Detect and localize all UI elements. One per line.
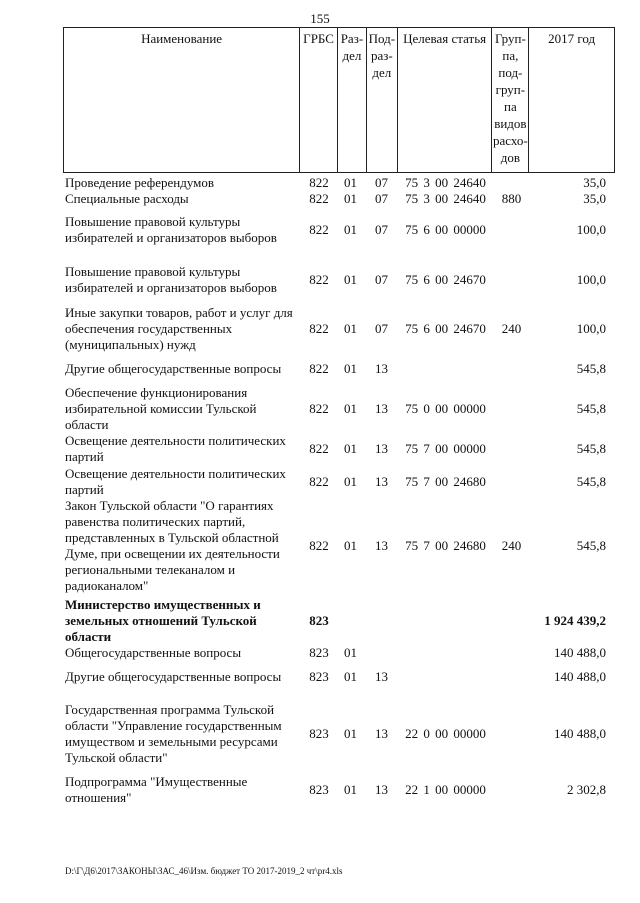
row-name: Иные закупки товаров, работ и услуг для обеспечения государственных (муниципальных) нужд	[65, 305, 293, 352]
row-razdel: 01	[344, 321, 357, 336]
row-grbs: 823	[309, 726, 329, 741]
row-sum: 545,8	[576, 538, 606, 553]
row-razdel: 01	[344, 645, 357, 660]
row-grbs: 822	[309, 441, 329, 456]
row-razdel: 01	[344, 669, 357, 684]
row-razdel: 01	[344, 538, 357, 553]
row-target-article: 75 7 00 24680	[405, 474, 486, 489]
row-sum: 100,0	[576, 222, 606, 237]
row-target-article: 75 6 00 24670	[405, 321, 486, 336]
row-podrazdel: 07	[375, 272, 388, 287]
row-podrazdel: 13	[375, 361, 388, 376]
row-podrazdel: 13	[375, 782, 388, 797]
row-target-article: 75 3 00 24640	[405, 175, 486, 190]
row-podrazdel: 13	[375, 669, 388, 684]
row-name: Закон Тульской области "О гарантиях равенства политических партий, представленных в Тульской областной Думе, при освещении их деятельности региональными телеканалом и радиоканалом"	[65, 498, 280, 593]
row-name: Подпрограмма "Имущественные отношения"	[65, 774, 248, 805]
row-sum: 545,8	[576, 401, 606, 416]
header-year-2017: 2017 год	[548, 31, 596, 46]
row-name: Освещение деятельности политических партий	[65, 433, 286, 464]
row-razdel: 01	[344, 441, 357, 456]
row-name: Повышение правовой культуры избирателей и организаторов выборов	[65, 264, 277, 295]
row-sum: 100,0	[576, 272, 606, 287]
row-expense-group: 240	[501, 321, 522, 336]
row-target-article: 75 7 00 00000	[405, 441, 486, 456]
row-grbs: 823	[309, 782, 329, 797]
row-target-article: 22 0 00 00000	[405, 726, 486, 741]
row-name: Обеспечение функционирования избирательной комиссии Тульской области	[65, 385, 257, 432]
row-target-article: 22 1 00 00000	[405, 782, 486, 797]
row-name: Специальные расходы	[65, 191, 189, 206]
row-grbs: 822	[309, 222, 329, 237]
row-name: Освещение деятельности политических партий	[65, 466, 286, 497]
footer-file-path: D:\Г\Д6\2017\ЗАКОНЫ\ЗАС_46\Изм. бюджет ТО 2017-2019_2 чт\pr4.xls	[65, 866, 343, 876]
row-podrazdel: 13	[375, 401, 388, 416]
row-sum: 140 488,0	[554, 726, 606, 741]
row-podrazdel: 07	[375, 191, 388, 206]
row-podrazdel: 07	[375, 222, 388, 237]
header-razdel: Раз- дел	[338, 28, 367, 172]
row-grbs: 822	[309, 401, 329, 416]
row-razdel: 01	[344, 361, 357, 376]
header-name: Наименование	[64, 28, 300, 172]
header-grbs: ГРБС	[300, 28, 338, 172]
row-razdel: 01	[344, 782, 357, 797]
row-target-article: 75 7 00 24680	[405, 538, 486, 553]
row-sum: 1 924 439,2	[544, 613, 606, 628]
row-grbs: 822	[309, 538, 329, 553]
row-sum: 2 302,8	[567, 782, 606, 797]
row-sum: 35,0	[583, 175, 606, 190]
row-grbs: 822	[309, 321, 329, 336]
header-target-article: Целевая статья	[398, 28, 493, 172]
row-razdel: 01	[344, 726, 357, 741]
row-sum: 545,8	[576, 361, 606, 376]
row-target-article: 75 6 00 24670	[405, 272, 486, 287]
row-razdel: 01	[344, 175, 357, 190]
row-sum: 100,0	[576, 321, 606, 336]
row-razdel: 01	[344, 401, 357, 416]
row-razdel: 01	[344, 191, 357, 206]
row-podrazdel: 13	[375, 474, 388, 489]
row-name: Проведение референдумов	[65, 175, 215, 190]
row-razdel: 01	[344, 474, 357, 489]
row-razdel: 01	[344, 222, 357, 237]
page-number: 155	[310, 11, 330, 26]
row-podrazdel: 13	[375, 726, 388, 741]
row-name: Министерство имущественных и земельных отношений Тульской области	[65, 597, 261, 644]
row-name: Другие общегосударственные вопросы	[65, 361, 282, 376]
row-name: Повышение правовой культуры избирателей и организаторов выборов	[65, 214, 277, 245]
row-grbs: 822	[309, 272, 329, 287]
row-name: Другие общегосударственные вопросы	[65, 669, 282, 684]
row-grbs: 823	[309, 645, 329, 660]
row-grbs: 823	[309, 669, 329, 684]
row-grbs: 823	[309, 613, 329, 628]
row-podrazdel: 13	[375, 538, 388, 553]
header-expense-group: Груп- па, под- груп- па видов расхо- дов	[492, 28, 529, 172]
row-podrazdel: 13	[375, 441, 388, 456]
row-sum: 545,8	[576, 474, 606, 489]
row-grbs: 822	[309, 175, 329, 190]
row-expense-group: 240	[501, 538, 522, 553]
row-expense-group: 880	[501, 191, 522, 206]
row-podrazdel: 07	[375, 321, 388, 336]
row-podrazdel: 07	[375, 175, 388, 190]
row-target-article: 75 0 00 00000	[405, 401, 486, 416]
row-target-article: 75 3 00 24640	[405, 191, 486, 206]
row-target-article: 75 6 00 00000	[405, 222, 486, 237]
row-sum: 140 488,0	[554, 645, 606, 660]
row-name: Государственная программа Тульской области "Управление государственным имуществом и земельными ресурсами Тульской области"	[65, 702, 282, 765]
row-grbs: 822	[309, 361, 329, 376]
row-sum: 140 488,0	[554, 669, 606, 684]
row-razdel: 01	[344, 272, 357, 287]
row-grbs: 822	[309, 191, 329, 206]
row-sum: 545,8	[576, 441, 606, 456]
row-grbs: 822	[309, 474, 329, 489]
row-sum: 35,0	[583, 191, 606, 206]
row-name: Общегосударственные вопросы	[65, 645, 242, 660]
header-podrazdel: Под- раз- дел	[367, 28, 398, 172]
